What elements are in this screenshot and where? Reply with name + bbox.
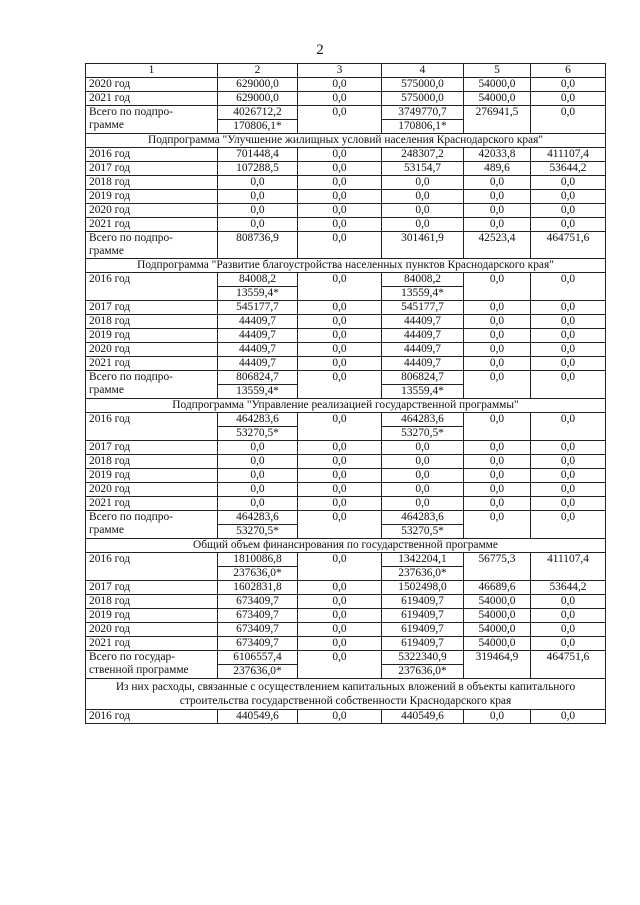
- row-label-line: 2020 год: [89, 78, 131, 90]
- value-cell-c6: 0,0: [531, 469, 606, 483]
- value-cell-c6: 0,0: [531, 176, 606, 190]
- value-cell-c5: 0,0: [464, 497, 531, 511]
- row-label-line: 2021 год: [89, 92, 131, 104]
- row-label-line: 2021 год: [89, 497, 131, 509]
- row-label: [86, 413, 218, 441]
- value-cell-c5: 54000,0: [464, 609, 531, 623]
- value-cell-c2: 1810086,8: [218, 553, 298, 567]
- value-cell-c6: 0,0: [531, 92, 606, 106]
- row-label-line: 2021 год: [89, 218, 131, 230]
- value-cell-c2: 44409,7: [218, 343, 298, 357]
- row-label: [86, 511, 218, 539]
- table-row: [86, 301, 606, 315]
- table-row: [86, 204, 606, 218]
- value-cell-c6: 0,0: [531, 204, 606, 218]
- value-cell-c6: 0,0: [531, 455, 606, 469]
- row-label-line: 2016 год: [89, 273, 131, 285]
- table-row: [86, 176, 606, 190]
- value-cell-c3: 0,0: [298, 609, 382, 623]
- value-cell-c2: 44409,7: [218, 315, 298, 329]
- row-label-line: 2020 год: [89, 343, 131, 355]
- value-cell-c4: 575000,0: [382, 92, 464, 106]
- row-label-line: 2018 год: [89, 595, 131, 607]
- value-cell-c4: 0,0: [382, 190, 464, 204]
- value-cell-c3: 0,0: [298, 623, 382, 637]
- value-cell-c3: 0,0: [298, 469, 382, 483]
- value-cell-c2: 806824,7: [218, 371, 298, 385]
- row-label-line: 2016 год: [89, 148, 131, 160]
- value-cell-c2: 13559,4*: [218, 287, 298, 301]
- value-cell-c4: 13559,4*: [382, 287, 464, 301]
- value-cell-c2: 0,0: [218, 455, 298, 469]
- row-label: [86, 623, 218, 637]
- value-cell-c4: 0,0: [382, 176, 464, 190]
- table-row: [86, 441, 606, 455]
- value-cell-c6: 0,0: [531, 623, 606, 637]
- value-cell-c5: 0,0: [464, 441, 531, 455]
- section-heading-row: [86, 679, 606, 710]
- value-cell-c3: 0,0: [298, 315, 382, 329]
- row-label: [86, 218, 218, 232]
- value-cell-c2: 673409,7: [218, 637, 298, 651]
- row-label-line: Всего по подпро-: [89, 232, 173, 244]
- row-label: [86, 609, 218, 623]
- table-row: [86, 497, 606, 511]
- row-label: [86, 232, 218, 259]
- value-cell-c2: 701448,4: [218, 148, 298, 162]
- value-cell-c3: 0,0: [298, 273, 382, 301]
- row-label: [86, 92, 218, 106]
- row-label: [86, 301, 218, 315]
- value-cell-c5: 54000,0: [464, 623, 531, 637]
- row-label: [86, 595, 218, 609]
- value-cell-c2: 673409,7: [218, 623, 298, 637]
- section-heading: Общий объем финансирования по государственной программе: [86, 539, 606, 553]
- row-label: [86, 651, 218, 679]
- financing-table: [85, 63, 606, 724]
- value-cell-c2: 464283,6: [218, 413, 298, 427]
- value-cell-c2: 44409,7: [218, 357, 298, 371]
- row-label: [86, 483, 218, 497]
- value-cell-c3: 0,0: [298, 357, 382, 371]
- value-cell-c3: 0,0: [298, 232, 382, 259]
- table-row: [86, 637, 606, 651]
- row-label: [86, 148, 218, 162]
- value-cell-c3: 0,0: [298, 218, 382, 232]
- row-label-line: 2019 год: [89, 609, 131, 621]
- value-cell-c4: 1342204,1: [382, 553, 464, 567]
- row-label-line: грамме: [89, 384, 124, 396]
- value-cell-c5: 42523,4: [464, 232, 531, 259]
- value-cell-c4: 170806,1*: [382, 120, 464, 134]
- value-cell-c2: 0,0: [218, 483, 298, 497]
- page-number: 2: [316, 42, 324, 58]
- value-cell-c5: 0,0: [464, 176, 531, 190]
- row-label: [86, 371, 218, 399]
- row-label-line: Всего по подпро-: [89, 371, 173, 383]
- value-cell-c3: 0,0: [298, 106, 382, 134]
- row-label: [86, 176, 218, 190]
- value-cell-c4: 464283,6: [382, 413, 464, 427]
- value-cell-c5: 489,6: [464, 162, 531, 176]
- row-label: [86, 441, 218, 455]
- value-cell-c3: 0,0: [298, 148, 382, 162]
- value-cell-c5: 276941,5: [464, 106, 531, 134]
- value-cell-c6: 0,0: [531, 329, 606, 343]
- value-cell-c2: 53270,5*: [218, 427, 298, 441]
- value-cell-c2: 0,0: [218, 176, 298, 190]
- row-label-line: 2017 год: [89, 581, 131, 593]
- value-cell-c5: 0,0: [464, 371, 531, 399]
- value-cell-c4: 301461,9: [382, 232, 464, 259]
- column-header: 6: [531, 64, 606, 78]
- value-cell-c3: 0,0: [298, 162, 382, 176]
- section-heading-row: [86, 259, 606, 273]
- row-label: [86, 497, 218, 511]
- row-label: [86, 469, 218, 483]
- row-label-line: Всего по государ-: [89, 651, 176, 663]
- table-row: [86, 469, 606, 483]
- row-label: [86, 710, 218, 724]
- row-label-line: 2021 год: [89, 637, 131, 649]
- row-label-line: 2017 год: [89, 162, 131, 174]
- value-cell-c6: 0,0: [531, 190, 606, 204]
- column-header: 2: [218, 64, 298, 78]
- table-row: [86, 78, 606, 92]
- row-label: [86, 273, 218, 301]
- value-cell-c6: 464751,6: [531, 232, 606, 259]
- value-cell-c6: 53644,2: [531, 162, 606, 176]
- value-cell-c2: 673409,7: [218, 609, 298, 623]
- value-cell-c4: 3749770,7: [382, 106, 464, 120]
- column-header: 3: [298, 64, 382, 78]
- value-cell-c2: 629000,0: [218, 78, 298, 92]
- value-cell-c4: 619409,7: [382, 595, 464, 609]
- value-cell-c5: 0,0: [464, 413, 531, 441]
- row-label-line: 2018 год: [89, 455, 131, 467]
- row-label-line: грамме: [89, 245, 124, 257]
- value-cell-c4: 0,0: [382, 441, 464, 455]
- value-cell-c4: 0,0: [382, 204, 464, 218]
- table-row: [86, 92, 606, 106]
- value-cell-c3: 0,0: [298, 343, 382, 357]
- value-cell-c5: 0,0: [464, 315, 531, 329]
- value-cell-c6: 0,0: [531, 483, 606, 497]
- row-label-line: 2019 год: [89, 329, 131, 341]
- table-row: [86, 609, 606, 623]
- value-cell-c2: 237636,0*: [218, 665, 298, 679]
- value-cell-c6: 53644,2: [531, 581, 606, 595]
- value-cell-c3: 0,0: [298, 497, 382, 511]
- table-row: [86, 511, 606, 525]
- row-label-line: грамме: [89, 119, 124, 131]
- value-cell-c2: 545177,7: [218, 301, 298, 315]
- value-cell-c5: 54000,0: [464, 78, 531, 92]
- table-row: [86, 483, 606, 497]
- value-cell-c3: 0,0: [298, 413, 382, 441]
- value-cell-c5: 0,0: [464, 343, 531, 357]
- value-cell-c5: 0,0: [464, 469, 531, 483]
- value-cell-c2: 0,0: [218, 497, 298, 511]
- value-cell-c6: 0,0: [531, 78, 606, 92]
- value-cell-c5: 0,0: [464, 483, 531, 497]
- table-row: [86, 162, 606, 176]
- value-cell-c3: 0,0: [298, 92, 382, 106]
- value-cell-c3: 0,0: [298, 553, 382, 581]
- value-cell-c2: 4026712,2: [218, 106, 298, 120]
- table-row: [86, 273, 606, 287]
- value-cell-c6: 0,0: [531, 371, 606, 399]
- section-heading: Из них расходы, связанные с осуществлением капитальных вложений в объекты капитального строительства государственной собственности Краснодарского края: [86, 679, 606, 710]
- table-row: [86, 148, 606, 162]
- value-cell-c5: 0,0: [464, 204, 531, 218]
- value-cell-c5: 0,0: [464, 710, 531, 724]
- section-heading-row: [86, 399, 606, 413]
- value-cell-c3: 0,0: [298, 483, 382, 497]
- value-cell-c2: 808736,9: [218, 232, 298, 259]
- value-cell-c2: 464283,6: [218, 511, 298, 525]
- value-cell-c2: 0,0: [218, 441, 298, 455]
- value-cell-c4: 44409,7: [382, 357, 464, 371]
- table-row: [86, 329, 606, 343]
- value-cell-c5: 0,0: [464, 511, 531, 539]
- row-label: [86, 329, 218, 343]
- section-heading-row: [86, 134, 606, 148]
- table-row: [86, 651, 606, 665]
- value-cell-c6: 0,0: [531, 595, 606, 609]
- value-cell-c3: 0,0: [298, 637, 382, 651]
- value-cell-c5: 0,0: [464, 273, 531, 301]
- value-cell-c3: 0,0: [298, 441, 382, 455]
- section-heading: Подпрограмма "Улучшение жилищных условий населения Краснодарского края": [86, 134, 606, 148]
- column-header: 4: [382, 64, 464, 78]
- value-cell-c5: 0,0: [464, 190, 531, 204]
- value-cell-c3: 0,0: [298, 581, 382, 595]
- value-cell-c4: 0,0: [382, 469, 464, 483]
- table-row: [86, 315, 606, 329]
- row-label: [86, 637, 218, 651]
- value-cell-c5: 54000,0: [464, 92, 531, 106]
- value-cell-c3: 0,0: [298, 710, 382, 724]
- value-cell-c4: 84008,2: [382, 273, 464, 287]
- row-label: [86, 204, 218, 218]
- value-cell-c4: 53270,5*: [382, 525, 464, 539]
- row-label-line: 2020 год: [89, 483, 131, 495]
- row-label: [86, 357, 218, 371]
- row-label: [86, 455, 218, 469]
- value-cell-c2: 1602831,8: [218, 581, 298, 595]
- row-label-line: грамме: [89, 524, 124, 536]
- column-header: 5: [464, 64, 531, 78]
- value-cell-c2: 237636,0*: [218, 567, 298, 581]
- value-cell-c4: 0,0: [382, 483, 464, 497]
- row-label: [86, 106, 218, 134]
- table-row: [86, 553, 606, 567]
- value-cell-c4: 440549,6: [382, 710, 464, 724]
- row-label-line: 2017 год: [89, 301, 131, 313]
- value-cell-c5: 0,0: [464, 357, 531, 371]
- value-cell-c4: 53154,7: [382, 162, 464, 176]
- value-cell-c6: 0,0: [531, 609, 606, 623]
- row-label-line: 2017 год: [89, 441, 131, 453]
- value-cell-c4: 0,0: [382, 218, 464, 232]
- row-label: [86, 581, 218, 595]
- value-cell-c4: 13559,4*: [382, 385, 464, 399]
- value-cell-c2: 0,0: [218, 469, 298, 483]
- row-label: [86, 315, 218, 329]
- section-heading: Подпрограмма "Управление реализацией государственной программы": [86, 399, 606, 413]
- value-cell-c6: 464751,6: [531, 651, 606, 679]
- row-label: [86, 553, 218, 581]
- value-cell-c2: 84008,2: [218, 273, 298, 287]
- row-label-line: 2020 год: [89, 204, 131, 216]
- value-cell-c2: 53270,5*: [218, 525, 298, 539]
- row-label: [86, 190, 218, 204]
- value-cell-c4: 0,0: [382, 497, 464, 511]
- table-row: [86, 595, 606, 609]
- table-row: [86, 623, 606, 637]
- value-cell-c3: 0,0: [298, 329, 382, 343]
- value-cell-c5: 54000,0: [464, 637, 531, 651]
- value-cell-c4: 619409,7: [382, 637, 464, 651]
- value-cell-c3: 0,0: [298, 204, 382, 218]
- value-cell-c2: 0,0: [218, 204, 298, 218]
- value-cell-c3: 0,0: [298, 176, 382, 190]
- value-cell-c3: 0,0: [298, 301, 382, 315]
- row-label: [86, 162, 218, 176]
- value-cell-c6: 0,0: [531, 357, 606, 371]
- value-cell-c2: 673409,7: [218, 595, 298, 609]
- column-header: 1: [86, 64, 218, 78]
- value-cell-c4: 237636,0*: [382, 567, 464, 581]
- value-cell-c5: 0,0: [464, 455, 531, 469]
- row-label: [86, 78, 218, 92]
- row-label-line: 2016 год: [89, 413, 131, 425]
- value-cell-c4: 619409,7: [382, 623, 464, 637]
- value-cell-c2: 170806,1*: [218, 120, 298, 134]
- value-cell-c6: 0,0: [531, 710, 606, 724]
- value-cell-c5: 54000,0: [464, 595, 531, 609]
- value-cell-c6: 0,0: [531, 511, 606, 539]
- value-cell-c5: 42033,8: [464, 148, 531, 162]
- value-cell-c2: 13559,4*: [218, 385, 298, 399]
- value-cell-c4: 44409,7: [382, 315, 464, 329]
- value-cell-c2: 44409,7: [218, 329, 298, 343]
- row-label-line: 2016 год: [89, 553, 131, 565]
- row-label-line: Всего по подпро-: [89, 511, 173, 523]
- value-cell-c4: 5322340,9: [382, 651, 464, 665]
- value-cell-c4: 248307,2: [382, 148, 464, 162]
- value-cell-c6: 0,0: [531, 273, 606, 301]
- value-cell-c3: 0,0: [298, 78, 382, 92]
- row-label-line: 2019 год: [89, 469, 131, 481]
- value-cell-c4: 545177,7: [382, 301, 464, 315]
- value-cell-c5: 56775,3: [464, 553, 531, 581]
- row-label-line: 2019 год: [89, 190, 131, 202]
- column-header-row: [86, 64, 606, 78]
- value-cell-c5: 0,0: [464, 329, 531, 343]
- value-cell-c4: 44409,7: [382, 343, 464, 357]
- value-cell-c2: 629000,0: [218, 92, 298, 106]
- row-label-line: 2020 год: [89, 623, 131, 635]
- value-cell-c6: 0,0: [531, 218, 606, 232]
- value-cell-c4: 1502498,0: [382, 581, 464, 595]
- section-heading-row: [86, 539, 606, 553]
- value-cell-c6: 0,0: [531, 637, 606, 651]
- table-row: [86, 357, 606, 371]
- table-row: [86, 190, 606, 204]
- row-label-line: 2018 год: [89, 315, 131, 327]
- value-cell-c6: 411107,4: [531, 148, 606, 162]
- row-label-line: 2018 год: [89, 176, 131, 188]
- value-cell-c3: 0,0: [298, 455, 382, 469]
- value-cell-c4: 53270,5*: [382, 427, 464, 441]
- value-cell-c6: 411107,4: [531, 553, 606, 581]
- section-heading: Подпрограмма "Развитие благоустройства населенных пунктов Краснодарского края": [86, 259, 606, 273]
- value-cell-c2: 0,0: [218, 190, 298, 204]
- value-cell-c6: 0,0: [531, 343, 606, 357]
- value-cell-c4: 464283,6: [382, 511, 464, 525]
- value-cell-c4: 806824,7: [382, 371, 464, 385]
- value-cell-c4: 0,0: [382, 455, 464, 469]
- value-cell-c2: 6106557,4: [218, 651, 298, 665]
- value-cell-c2: 0,0: [218, 218, 298, 232]
- value-cell-c4: 619409,7: [382, 609, 464, 623]
- value-cell-c4: 44409,7: [382, 329, 464, 343]
- value-cell-c5: 319464,9: [464, 651, 531, 679]
- row-label-line: Всего по подпро-: [89, 106, 173, 118]
- row-label-line: ственной программе: [89, 664, 189, 676]
- row-label-line: 2016 год: [89, 710, 131, 722]
- value-cell-c3: 0,0: [298, 190, 382, 204]
- value-cell-c4: 237636,0*: [382, 665, 464, 679]
- table-row: [86, 710, 606, 724]
- table-row: [86, 343, 606, 357]
- value-cell-c2: 107288,5: [218, 162, 298, 176]
- table-row: [86, 581, 606, 595]
- value-cell-c6: 0,0: [531, 441, 606, 455]
- row-label-line: 2021 год: [89, 357, 131, 369]
- value-cell-c3: 0,0: [298, 651, 382, 679]
- value-cell-c5: 46689,6: [464, 581, 531, 595]
- value-cell-c5: 0,0: [464, 301, 531, 315]
- value-cell-c6: 0,0: [531, 413, 606, 441]
- value-cell-c6: 0,0: [531, 497, 606, 511]
- value-cell-c6: 0,0: [531, 106, 606, 134]
- value-cell-c6: 0,0: [531, 315, 606, 329]
- table-row: [86, 106, 606, 120]
- value-cell-c3: 0,0: [298, 371, 382, 399]
- value-cell-c3: 0,0: [298, 595, 382, 609]
- value-cell-c4: 575000,0: [382, 78, 464, 92]
- value-cell-c3: 0,0: [298, 511, 382, 539]
- table-row: [86, 371, 606, 385]
- value-cell-c2: 440549,6: [218, 710, 298, 724]
- value-cell-c5: 0,0: [464, 218, 531, 232]
- table-row: [86, 413, 606, 427]
- row-label: [86, 343, 218, 357]
- value-cell-c6: 0,0: [531, 301, 606, 315]
- table-row: [86, 218, 606, 232]
- table-row: [86, 455, 606, 469]
